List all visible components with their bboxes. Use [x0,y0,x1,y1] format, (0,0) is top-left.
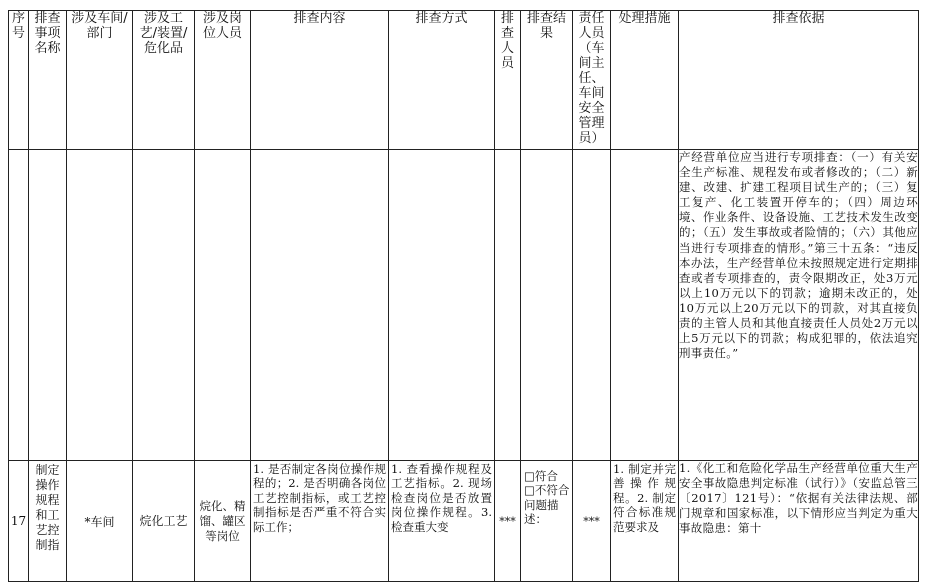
header-row [9,11,919,150]
header-post: 涉及岗位人员 [195,11,251,150]
row-responsible: *** [573,461,611,582]
row-process: 烷化工艺 [133,461,195,582]
header-process: 涉及工艺/装置/危化品 [133,11,195,150]
row-inspector: *** [495,461,521,582]
cell-empty [195,150,251,461]
header-result: 排查结果 [521,11,573,150]
result-nonconform-checkbox[interactable]: □不符合 [524,483,570,498]
header-content: 排查内容 [251,11,389,150]
header-measures: 处理措施 [611,11,679,150]
cell-empty [521,150,573,461]
cell-empty [389,150,495,461]
header-method: 排查方式 [389,11,495,150]
row-method: 1. 查看操作规程及工艺指标。2. 现场检查岗位是否放置岗位操作规程。3. 检查重大变 [389,461,495,582]
row-seq: 17 [9,461,29,582]
result-problem-description-label: 问题描述： [524,497,559,527]
header-inspector: 排查人员 [495,11,521,150]
cell-empty [29,150,67,461]
basis-continued-text: 产经营单位应当进行专项排查：（一）有关安全生产标准、规程发布或者修改的；（二）新建、改建、扩建工程项目试生产的；（三）复工复产、化工装置开停车的；（四）周边环境、作业条件、设备设施、工艺技术发生改变的；（五）发生事故或者险情的；（六）其他应当进行专项排查的情形。”第三十五条：“违反本办法，生产经营单位未按照规定进行定期排查或者专项排查的，责令限期改正，处3万元以上10万元以下的罚款；逾期未改正的，处10万元以上20万元以下的罚款，对其直接负责的主管人员和其他直接责任人员处2万元以上5万元以下的罚款；构成犯罪的，依法追究刑事责任。” [679,150,919,461]
row-dept: *车间 [67,461,133,582]
row-result [521,461,573,582]
cell-empty [133,150,195,461]
table-row-17 [9,461,919,582]
header-dept: 涉及车间/部门 [67,11,133,150]
row-basis: 1.《化工和危险化学品生产经营单位重大生产安全事故隐患判定标准（试行）》（安监总管三〔2017〕121号）：“依据有关法律法规、部门规章和国家标准，以下情形应当判定为重大事故隐患：第十 [679,461,919,582]
result-conform-checkbox[interactable]: □符合 [524,469,558,483]
cell-empty [67,150,133,461]
cell-empty [9,150,29,461]
cell-empty [573,150,611,461]
cell-empty [251,150,389,461]
row-item: 制定操作规程和工艺控制指 [29,461,67,582]
hazard-inspection-table [8,10,919,582]
table-row-continued [9,150,919,461]
row-content: 1. 是否制定各岗位操作规程的；2. 是否明确各岗位工艺控制指标，或工艺控制指标是否严重不符合实际工作； [251,461,389,582]
cell-empty [495,150,521,461]
header-responsible: 责任人员（车间主任、车间安全管理员） [573,11,611,150]
header-item: 排查事项名称 [29,11,67,150]
header-seq: 序号 [9,11,29,150]
header-basis: 排查依据 [679,11,919,150]
cell-empty [611,150,679,461]
row-post: 烷化、精馏、罐区等岗位 [195,461,251,582]
row-measures: 1. 制定并完善操作规程。2. 制定符合标准规范要求及 [611,461,679,582]
